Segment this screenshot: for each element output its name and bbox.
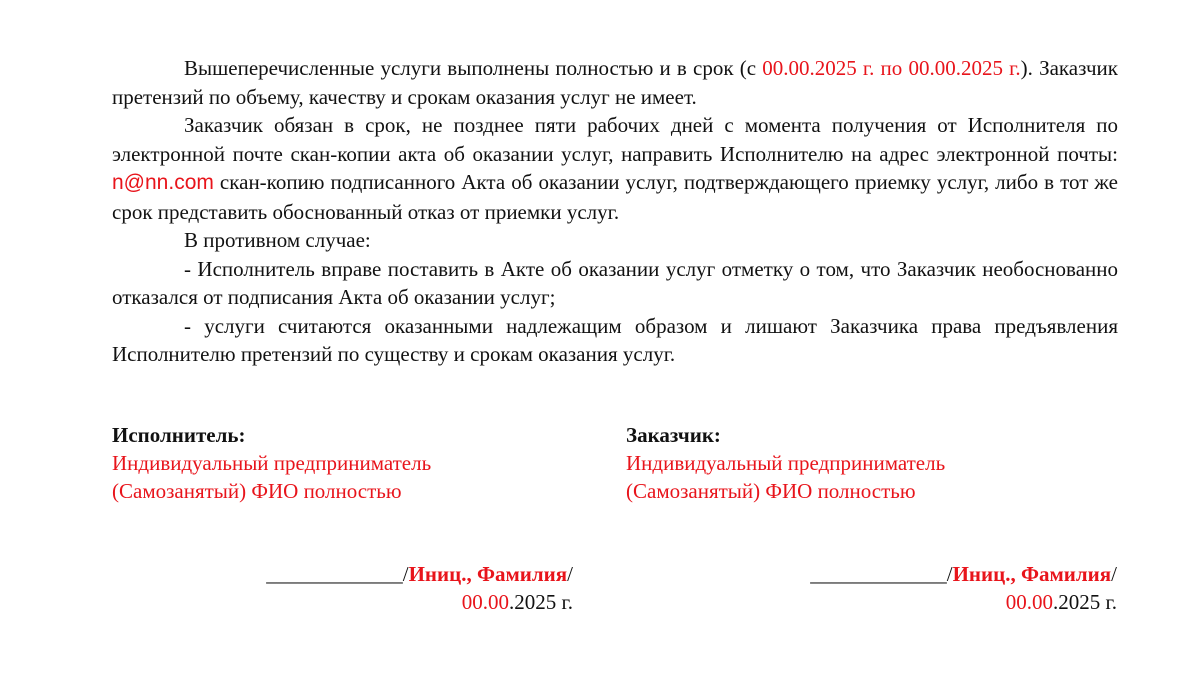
customer-role: Заказчик: (626, 423, 721, 447)
text: скан-копию подписанного Акта об оказании услуг, подтверждающего приемку услуг, либо в тот же срок представить обоснованный отказ от приемки услуг. (112, 170, 1118, 224)
customer-signature (810, 560, 1117, 616)
signature-line (266, 560, 573, 588)
signature-date (810, 588, 1117, 616)
text: Заказчик обязан в срок, не позднее пяти рабочих дней с момента получения от Исполнителя по электронной почте скан-копии акта об оказании услуг, направить Исполнителю на адрес электронной почты: (112, 113, 1118, 166)
customer-line2: (Самозанятый) ФИО полностью (626, 479, 916, 503)
slash: / (567, 562, 573, 586)
signature-date (266, 588, 573, 616)
customer-line1: Индивидуальный предприниматель (626, 451, 946, 475)
slash: / (402, 562, 409, 586)
paragraph-clause-2: - услуги считаются оказанными надлежащим образом и лишают Заказчика права предъявления Исполнителю претензий по существу и срокам оказания услуг. (112, 313, 1118, 366)
signature-blank: _____________ (266, 562, 403, 586)
paragraph-clause-1: - Исполнитель вправе поставить в Акте об оказании услуг отметку о том, что Заказчик необоснованно отказался от подписания Акта об оказании услуг; (112, 256, 1118, 309)
signature-blank: _____________ (810, 562, 947, 586)
date-day-month: 00.00 (461, 590, 509, 614)
service-period: 00.00.2025 г. по 00.00.2025 г. (762, 56, 1021, 80)
executor-signature (266, 560, 573, 616)
executor-block (112, 421, 431, 505)
paragraph-completion (112, 54, 1118, 111)
slash: / (1111, 562, 1117, 586)
document-body (112, 54, 1118, 369)
slash: / (946, 562, 953, 586)
signature-name: Иниц., Фамилия (952, 562, 1112, 586)
customer-block (626, 421, 945, 505)
signature-name: Иниц., Фамилия (408, 562, 568, 586)
paragraph-otherwise: В противном случае: (184, 228, 371, 252)
executor-line1: Индивидуальный предприниматель (112, 451, 432, 475)
text: ). Заказчик претензий по объему, качеству и срокам оказания услуг не имеет. (112, 56, 1119, 109)
executor-line2: (Самозанятый) ФИО полностью (112, 479, 402, 503)
text: Вышеперечисленные услуги выполнены полностью и в срок (с (184, 56, 763, 80)
date-year: .2025 г. (509, 590, 573, 614)
paragraph-obligation (112, 111, 1118, 226)
email: n@nn.com (112, 171, 214, 194)
signature-line (810, 560, 1117, 588)
date-day-month: 00.00 (1005, 590, 1053, 614)
date-year: .2025 г. (1053, 590, 1117, 614)
executor-role: Исполнитель: (112, 423, 246, 447)
